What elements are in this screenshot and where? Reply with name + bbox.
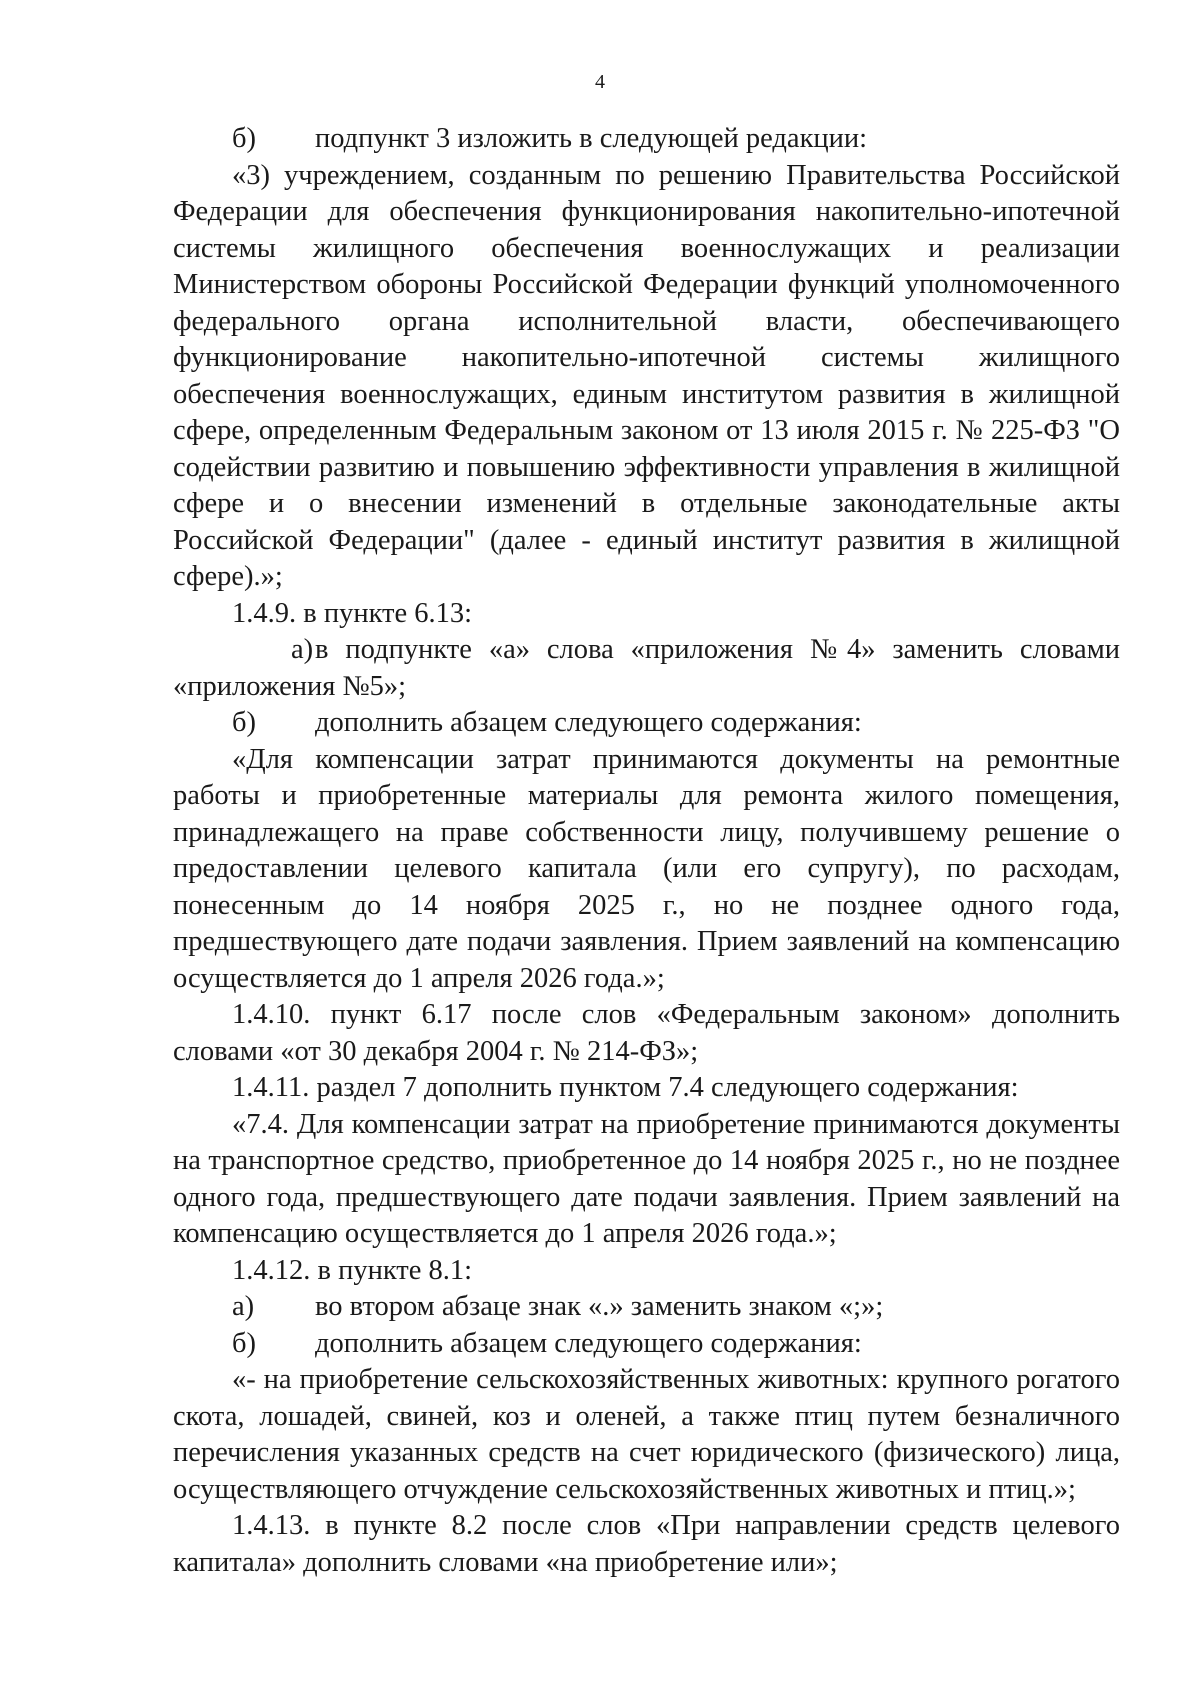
paragraph: 1.4.9. в пункте 6.13: (232, 597, 473, 629)
paragraph: 1.4.11. раздел 7 дополнить пунктом 7.4 следующего содержания: (232, 1072, 1019, 1103)
paragraph-subitem (173, 705, 1120, 742)
subitem-marker: б) (232, 123, 256, 154)
paragraph-subitem (173, 121, 1120, 158)
subitem-marker: а) (232, 1291, 255, 1322)
subitem-marker: а) (291, 634, 314, 665)
paragraph: 1.4.12. в пункте 8.1: (232, 1254, 473, 1286)
paragraph-subitem (173, 1326, 1120, 1363)
paragraph: 1.4.10. пункт 6.17 после слов «Федеральным законом» дополнить словами «от 30 декабря 2004 г. № 214-ФЗ»; (173, 999, 1120, 1067)
subitem-marker: б) (232, 1327, 256, 1359)
paragraph-text: дополнить абзацем следующего содержания: (315, 707, 862, 738)
paragraph: 1.4.13. в пункте 8.2 после слов «При направлении средств целевого капитала» дополнить словами «на приобретение или»; (173, 1510, 1120, 1578)
paragraph-text: во втором абзаце знак «.» заменить знаком «;»; (315, 1291, 884, 1322)
paragraph: «3) учреждением, созданным по решению Правительства Российской Федерации для обеспечения функционирования накопительно-ипотечной системы жилищного обеспечения военнослужащих и реализации Министерством обороны Российской Федерации функций уполномоченного федерального органа исполнительной власти, обеспечивающего функционирование накопительно-ипотечной системы жилищного обеспечения военнослужащих, единым институтом развития в жилищной сфере, определенным Федеральным законом от 13 июля 2015 г. № 225-ФЗ "О содействии развитию и повышению эффективности управления в жилищной сфере и о внесении изменений в отдельные законодательные акты Российской Федерации" (далее - единый институт развития в жилищной сфере).»; (173, 159, 1120, 592)
paragraph-text: в подпункте «а» слова «приложения №4» заменить словами «приложения №5»; (173, 634, 1120, 702)
subitem-marker: б) (232, 707, 256, 738)
paragraph: «Для компенсации затрат принимаются документы на ремонтные работы и приобретенные материалы для ремонта жилого помещения, принадлежащего на праве собственности лицу, получившему решение о предоставлении целевого капитала (или его супругу), по расходам, понесенным до 14 ноября 2025 г., но не позднее одного года, предшествующего дате подачи заявления. Прием заявлений на компенсацию осуществляется до 1 апреля 2026 года.»; (173, 743, 1120, 994)
paragraph-text: подпункт 3 изложить в следующей редакции: (315, 123, 868, 154)
paragraph-subitem (173, 632, 1120, 705)
page-number: 4 (595, 71, 605, 93)
paragraph-text: дополнить абзацем следующего содержания: (315, 1327, 862, 1359)
paragraph: «7.4. Для компенсации затрат на приобретение принимаются документы на транспортное средство, приобретенное до 14 ноября 2025 г., но не позднее одного года, предшествующего дате подачи заявления. Прием заявлений на компенсацию осуществляется до 1 апреля 2026 года.»; (173, 1108, 1120, 1249)
document-body (173, 121, 1120, 1581)
paragraph: «- на приобретение сельскохозяйственных животных: крупного рогатого скота, лошадей, свиней, коз и оленей, а также птиц путем безналичного перечисления указанных средств на счет юридического (физического) лица, осуществляющего отчуждение сельскохозяйственных животных и птиц.»; (173, 1364, 1120, 1505)
paragraph-subitem (173, 1289, 1120, 1326)
